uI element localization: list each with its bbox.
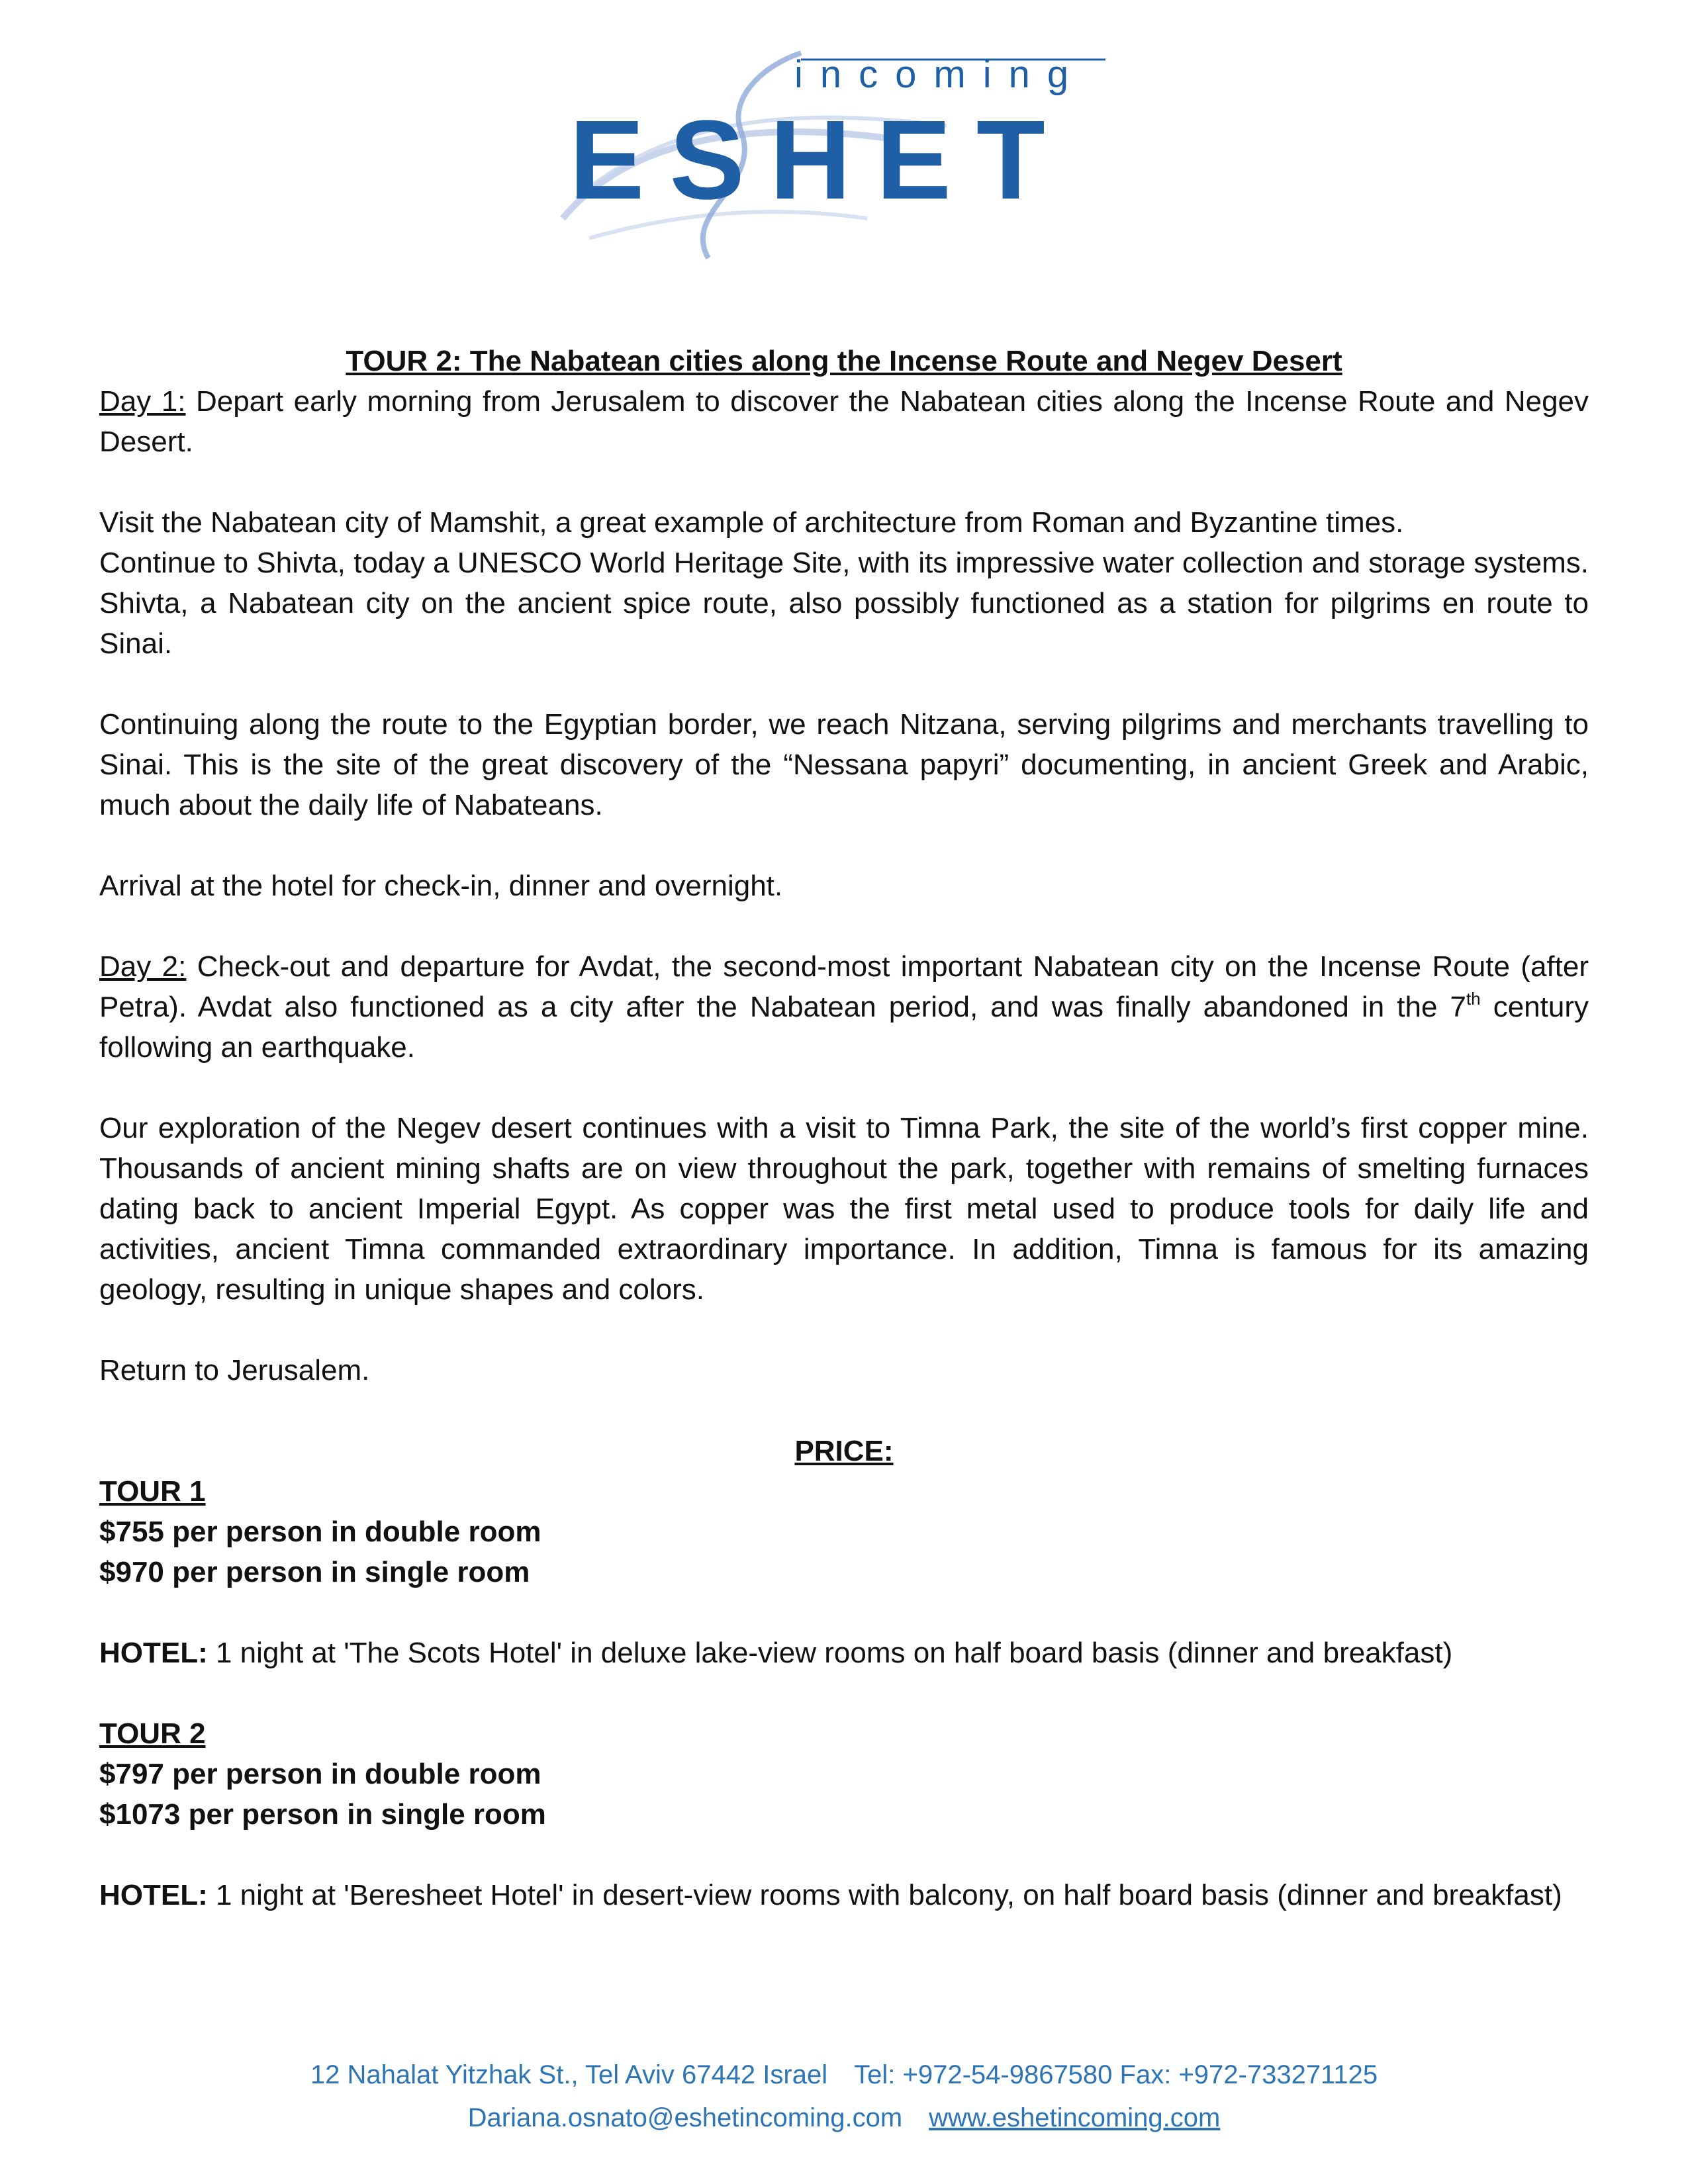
- tour1-hotel: [99, 1633, 1589, 1673]
- tour2-single-price: $1073 per person in single room: [99, 1798, 546, 1831]
- page-title: TOUR 2: The Nabatean cities along the Incense Route and Negev Desert: [346, 345, 1342, 377]
- tour1-double-price: $755 per person in double room: [99, 1516, 541, 1548]
- day2-paragraph: [99, 946, 1589, 1068]
- timna-paragraph: Our exploration of the Negev desert continues with a visit to Timna Park, the site of the world’s first copper mine. Thousands of ancient mining shafts are on view throughout the park, together with remains of smelting furnaces dating back to ancient Imperial Egypt. As copper was the first metal used to produce tools for daily life and activities, ancient Timna commanded extraordinary importance. In addition, Timna is famous for its amazing geology, resulting in unique shapes and colors.: [99, 1112, 1589, 1306]
- footer-web-line: [0, 2098, 1688, 2138]
- footer-contact-line: [0, 2055, 1688, 2095]
- tour1-hotel-text: 1 night at 'The Scots Hotel' in deluxe lake-view rooms on half board basis (dinner and breakfast): [207, 1637, 1453, 1669]
- arrival-paragraph: Arrival at the hotel for check-in, dinner and overnight.: [99, 870, 783, 902]
- mamshit-paragraph: Visit the Nabatean city of Mamshit, a great example of architecture from Roman and Byzantine times.: [99, 506, 1404, 539]
- tour2-hotel-label: HOTEL:: [99, 1879, 208, 1911]
- day1-text: Depart early morning from Jerusalem to discover the Nabatean cities along the Incense Route and Negev Desert.: [99, 385, 1589, 458]
- tour2-hotel-text: 1 night at 'Beresheet Hotel' in desert-view rooms with balcony, on half board basis (dinner and breakfast): [207, 1879, 1562, 1911]
- footer-website-link[interactable]: www.eshetincoming.com: [929, 2103, 1221, 2132]
- footer-email[interactable]: Dariana.osnato@eshetincoming.com: [467, 2103, 903, 2132]
- footer-address: 12 Nahalat Yitzhak St., Tel Aviv 67442 Israel: [310, 2060, 828, 2089]
- day1-paragraph: [99, 381, 1589, 462]
- logo-brand: ESHET: [569, 97, 1070, 223]
- footer-phones: Tel: +972-54-9867580 Fax: +972-733271125: [854, 2060, 1378, 2089]
- eshet-logo: [549, 40, 1145, 291]
- day2-label: Day 2:: [99, 950, 187, 983]
- shivta-paragraph: Continue to Shivta, today a UNESCO World Heritage Site, with its impressive water collection and storage systems. Shivta, a Nabatean city on the ancient spice route, also possibly functioned as a station for pilgrims en route to Sinai.: [99, 547, 1589, 660]
- tour2-hotel: [99, 1875, 1589, 1915]
- return-paragraph: Return to Jerusalem.: [99, 1354, 370, 1387]
- tour2-label: TOUR 2: [99, 1717, 206, 1750]
- day1-label: Day 1:: [99, 385, 186, 418]
- tour1-single-price: $970 per person in single room: [99, 1556, 530, 1588]
- tour1-label: TOUR 1: [99, 1475, 206, 1508]
- day2-text-a: Check-out and departure for Avdat, the second-most important Nabatean city on the Incense Route (after Petra). Avdat also functioned as a city after the Nabatean period, and was finally abandoned in the 7: [99, 950, 1589, 1023]
- tour2-double-price: $797 per person in double room: [99, 1758, 541, 1790]
- nitzana-paragraph: Continuing along the route to the Egyptian border, we reach Nitzana, serving pilgrims and merchants travelling to Sinai. This is the site of the great discovery of the “Nessana papyri” documenting, in ancient Greek and Arabic, much about the daily life of Nabateans.: [99, 708, 1589, 821]
- tour-document: [99, 341, 1589, 1915]
- logo-tagline: incoming: [794, 53, 1086, 96]
- price-heading: PRICE:: [794, 1435, 894, 1467]
- day2-sup: th: [1466, 989, 1481, 1009]
- day2-text-b: century following an earthquake.: [99, 991, 1589, 1064]
- tour1-hotel-label: HOTEL:: [99, 1637, 208, 1669]
